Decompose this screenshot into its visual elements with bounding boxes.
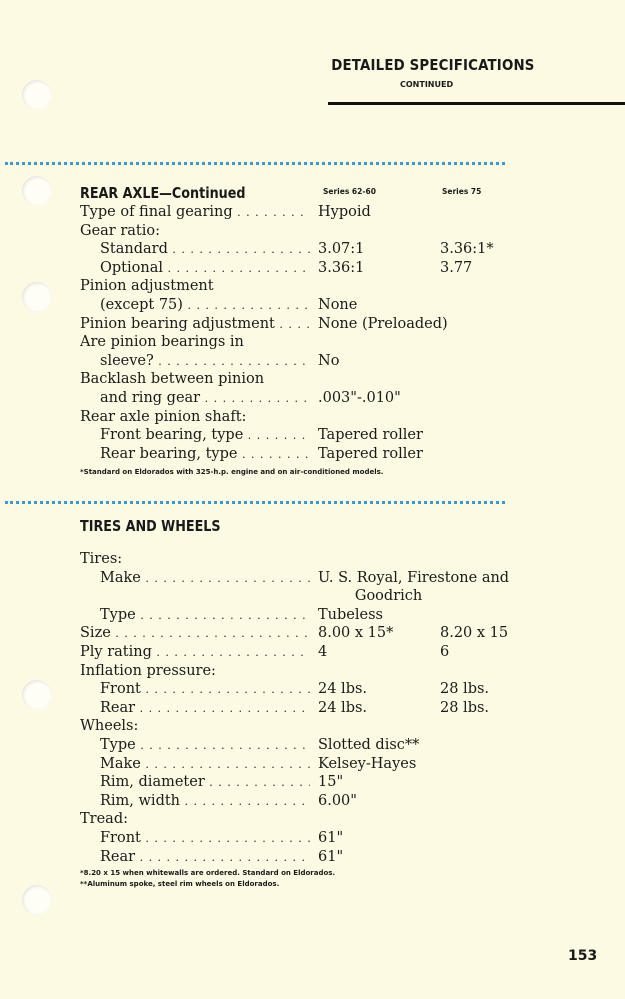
footnotes <box>80 467 540 478</box>
footnote: **Aluminum spoke, steel rim wheels on Eldorados. <box>80 880 280 889</box>
spec-label: Pinion bearing adjustment . . . <box>80 315 310 335</box>
spec-row <box>80 296 540 315</box>
spec-value-2: 28 lbs. <box>440 699 490 716</box>
dotted-divider <box>5 501 505 504</box>
spec-row <box>80 792 540 811</box>
spec-label: Rear axle pinion shaft: <box>80 408 247 425</box>
spec-label: Are pinion bearings in <box>80 334 244 351</box>
section-title: TIRES AND WHEELS <box>80 517 221 535</box>
spec-label: Rim, width . . . <box>80 792 310 812</box>
spec-value-1: 4 <box>318 643 328 660</box>
spec-label: Wheels: <box>80 718 139 735</box>
spec-value-1: No <box>318 352 340 369</box>
binder-hole <box>22 885 52 915</box>
spec-row <box>80 643 540 662</box>
spec-value-1: 61" <box>318 829 344 846</box>
spec-row <box>80 315 540 334</box>
spec-row <box>80 240 540 259</box>
spec-value-2: 3.36:1* <box>440 241 494 258</box>
spec-value-1: U. S. Royal, Firestone and <box>318 569 510 586</box>
spec-label: Front . . . <box>80 829 310 849</box>
spec-row <box>80 445 540 464</box>
spec-label: Rear . . . <box>80 848 310 868</box>
spec-row <box>80 717 540 736</box>
spec-value-1: Tapered roller <box>318 445 423 462</box>
spec-label: Tires: <box>80 551 123 567</box>
spec-value-1: Kelsey-Hayes <box>318 755 417 772</box>
spec-label: Rear . . . <box>80 699 310 719</box>
spec-label: Type . . . <box>80 736 310 756</box>
column-header: Series 62-60 <box>323 187 376 196</box>
spec-row <box>80 277 540 296</box>
spec-label: Size . . . <box>80 624 310 644</box>
spec-row <box>80 699 540 718</box>
spec-label: Backlash between pinion <box>80 371 265 388</box>
spec-row <box>80 352 540 371</box>
spec-label: Rear bearing, type . . . <box>80 445 310 465</box>
spec-value-2: 28 lbs. <box>440 681 490 698</box>
spec-row <box>80 680 540 699</box>
spec-value-1: 6.00" <box>318 792 357 809</box>
spec-label: Standard . . . <box>80 240 310 260</box>
rear-axle-section <box>80 183 540 478</box>
spec-row <box>80 550 540 569</box>
spec-value-1: 24 lbs. <box>318 699 368 716</box>
column-header: Series 75 <box>442 187 482 196</box>
spec-label: Front bearing, type . . . <box>80 426 310 446</box>
spec-label: Make . . . <box>80 569 310 589</box>
dotted-divider <box>5 162 505 165</box>
spec-label: Pinion adjustment <box>80 278 214 295</box>
binder-hole <box>22 680 52 710</box>
spec-row <box>80 606 540 625</box>
spec-row <box>80 587 540 606</box>
footnotes <box>80 868 540 890</box>
footnote: *Standard on Eldorados with 325-h.p. engine and on air-conditioned models. <box>80 468 384 477</box>
spec-row <box>80 203 540 222</box>
spec-row <box>80 810 540 829</box>
spec-table <box>80 550 540 866</box>
spec-value-1: 3.07:1 <box>318 241 365 258</box>
spec-row <box>80 755 540 774</box>
spec-row <box>80 222 540 241</box>
spec-label: Rim, diameter . . . <box>80 773 310 793</box>
spec-value-1: Tapered roller <box>318 427 423 444</box>
spec-row <box>80 333 540 352</box>
spec-row <box>80 408 540 427</box>
spec-label: Ply rating . . . <box>80 643 310 663</box>
spec-label: sleeve? . . . <box>80 352 310 372</box>
spec-table <box>80 203 540 463</box>
spec-row <box>80 662 540 681</box>
header-rule <box>328 102 625 105</box>
spec-label: Inflation pressure: <box>80 662 216 679</box>
spec-label: Gear ratio: <box>80 222 161 239</box>
spec-label: (except 75) . . . <box>80 296 310 316</box>
spec-label: Make . . . <box>80 755 310 775</box>
spec-value-1: Goodrich <box>318 588 423 605</box>
section-title: REAR AXLE—Continued <box>80 184 246 202</box>
spec-row <box>80 426 540 445</box>
spec-label: Tread: <box>80 811 128 828</box>
page-number: 153 <box>568 948 598 964</box>
spec-label: Optional . . . <box>80 259 310 279</box>
spec-row <box>80 736 540 755</box>
spec-value-1: None (Preloaded) <box>318 315 448 332</box>
spec-label: and ring gear . . . <box>80 389 310 409</box>
tires-section <box>80 516 540 890</box>
spec-value-1: .003"-.010" <box>318 389 401 406</box>
spec-label: Type of final gearing . . . <box>80 203 310 223</box>
spec-row <box>80 848 540 867</box>
spec-row <box>80 569 540 588</box>
spec-row <box>80 624 540 643</box>
spec-value-1: 8.00 x 15* <box>318 625 394 642</box>
footnote: *8.20 x 15 when whitewalls are ordered. Standard on Eldorados. <box>80 869 336 878</box>
spec-row <box>80 370 540 389</box>
spec-label: Type . . . <box>80 606 310 626</box>
spec-value-1: Hypoid <box>318 204 371 220</box>
page-title: DETAILED SPECIFICATIONS <box>331 56 535 74</box>
binder-hole <box>22 176 52 206</box>
spec-row <box>80 773 540 792</box>
spec-label: Front . . . <box>80 680 310 700</box>
spec-value-2: 6 <box>440 643 450 660</box>
spec-value-1: 15" <box>318 774 344 791</box>
spec-value-1: 61" <box>318 848 344 865</box>
spec-value-1: 3.36:1 <box>318 259 365 276</box>
spec-value-1: None <box>318 296 358 313</box>
binder-hole <box>22 282 52 312</box>
binder-hole <box>22 80 52 110</box>
spec-row <box>80 389 540 408</box>
spec-value-1: Tubeless <box>318 606 383 623</box>
spec-value-1: 24 lbs. <box>318 681 368 698</box>
spec-value-1: Slotted disc** <box>318 736 420 753</box>
spec-row <box>80 259 540 278</box>
spec-value-2: 8.20 x 15 <box>440 625 509 642</box>
spec-value-2: 3.77 <box>440 259 473 276</box>
spec-row <box>80 829 540 848</box>
page-subtitle: CONTINUED <box>400 80 454 89</box>
